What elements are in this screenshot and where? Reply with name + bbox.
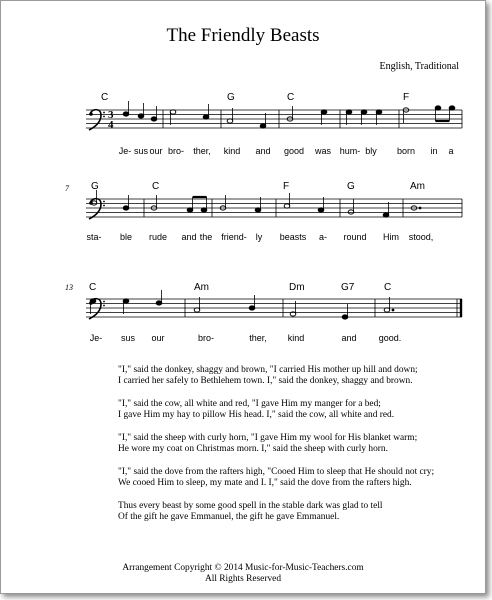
note-heads [90, 299, 394, 319]
lyric-syllable: bro- [197, 333, 215, 343]
verse-line: He wore my coat on Christmas morn. I," said the sheep with curly horn. [118, 444, 388, 454]
lyric-syllable: the [199, 232, 213, 242]
rights-notice: All Rights Reserved [204, 574, 282, 584]
chord-symbol: C [152, 181, 160, 192]
verse [118, 399, 478, 421]
lyric-syllable: beasts [279, 232, 307, 242]
copyright-footer [1, 563, 485, 585]
lyric-syllable: and [181, 232, 197, 242]
lyric-syllable: Je- [118, 146, 132, 156]
verse-line: "I," said the donkey, shaggy and brown, "I carried His mother up hill and down; [118, 365, 418, 375]
note-heads [123, 106, 455, 128]
verse [118, 433, 478, 455]
lyric-syllable: our [151, 333, 165, 343]
lyric-syllable: was [314, 146, 332, 156]
measure-number: 13 [65, 283, 73, 292]
lyric-syllable: sus [120, 333, 136, 343]
chord-symbol: Dm [289, 282, 305, 293]
lyric-syllable: hum- [339, 146, 361, 156]
verse-line: Of the gift he gave Emmanuel, the gift he gave Emmanuel. [118, 512, 340, 522]
note-stems [129, 101, 450, 126]
chord-symbol: G [91, 181, 99, 192]
chord-symbol: G [347, 181, 355, 192]
lyric-syllable: stood, [408, 232, 434, 242]
lyric-syllable: good. [378, 333, 402, 343]
lyric-syllable: born [396, 146, 416, 156]
verse-line: I gave Him my hay to pillow His head. I," said the cow, all white and red. [118, 410, 395, 420]
verse-line: Thus every beast by some good spell in the stable dark was glad to tell [118, 501, 383, 511]
chord-symbol: C [287, 92, 295, 103]
verse-line: "I," said the cow, all white and red, "I gave Him my manger for a bed; [118, 399, 381, 409]
attribution: English, Traditional [379, 61, 459, 72]
verse-line: "I," said the dove from the rafters high, "Cooed Him to sleep that He should not cry; [118, 467, 435, 477]
lyric-syllable: bly [365, 146, 377, 156]
verse-line: "I," said the sheep with curly horn, "I gave Him my wool for His blanket warm; [118, 433, 418, 443]
time-signature-icon [108, 109, 114, 131]
staff-lines [86, 299, 462, 317]
chord-symbol: G [227, 92, 235, 103]
lyric-syllable: good [283, 146, 305, 156]
song-title: The Friendly Beasts [166, 25, 320, 46]
bass-clef-icon [89, 110, 105, 130]
copyright-notice: Arrangement Copyright © 2014 Music-for-Music-Teachers.com [122, 563, 364, 573]
note-stems [97, 190, 389, 215]
verse-line: I carried her safely to Bethlehem town. I," said the donkey, shaggy and brown. [118, 376, 413, 386]
lyric-syllable: friend- [221, 232, 247, 242]
lyric-syllable: Je- [89, 333, 103, 343]
lyric-syllable: Him [383, 232, 399, 242]
lyric-syllable: sta- [86, 232, 102, 242]
staff-lines [86, 110, 462, 128]
verse-line: We cooed Him to sleep, my mate and I. I," said the dove from the rafters high. [118, 478, 412, 488]
chord-symbol: G7 [341, 282, 355, 293]
music-system-2 [1, 174, 485, 249]
staff-lines [86, 199, 462, 217]
measure-number: 7 [65, 184, 69, 193]
lyric-syllable: sus [133, 146, 149, 156]
lyric-syllable: ly [255, 232, 263, 242]
lyric-syllable: in [430, 146, 438, 156]
chord-symbol: F [403, 92, 410, 103]
lyric-syllable: bro- [167, 146, 185, 156]
lyric-syllable: kind [287, 333, 305, 343]
svg-text:4: 4 [108, 119, 114, 131]
lyric-syllable: our [149, 146, 163, 156]
lyric-syllable: a [448, 146, 454, 156]
chord-symbol: C [89, 282, 97, 293]
verse [118, 365, 478, 387]
lyric-syllable: kind [223, 146, 241, 156]
music-system-1 [1, 87, 485, 162]
lyric-syllable: and [255, 146, 271, 156]
lyric-syllable: round [343, 232, 367, 242]
chord-symbol: C [101, 92, 109, 103]
chord-symbol: C [384, 282, 392, 293]
lyric-syllable: a- [318, 232, 328, 242]
chord-symbol: Am [194, 282, 209, 293]
music-system-3 [1, 278, 485, 353]
lyric-syllable: ble [119, 232, 133, 242]
lyric-syllable: and [341, 333, 357, 343]
lyric-syllable: rude [148, 232, 168, 242]
verses-block [118, 365, 478, 535]
chord-symbol: F [283, 181, 290, 192]
svg-text:3: 3 [108, 109, 114, 121]
verse [118, 501, 478, 523]
chord-symbol: Am [410, 181, 425, 192]
verse [118, 467, 478, 489]
lyric-syllable: ther, [249, 333, 267, 343]
lyric-syllable: ther, [193, 146, 211, 156]
